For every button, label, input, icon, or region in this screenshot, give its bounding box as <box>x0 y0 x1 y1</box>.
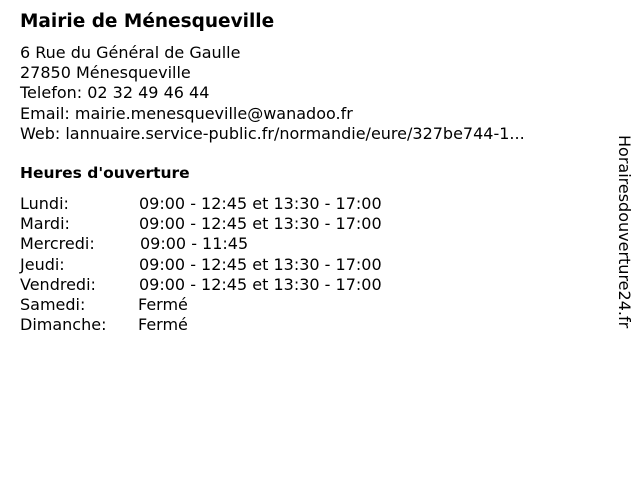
day-hours: Fermé <box>138 315 188 335</box>
day-hours: 09:00 - 12:45 et 13:30 - 17:00 <box>139 194 382 213</box>
day-label: Vendredi: <box>20 274 96 294</box>
day-hours: 09:00 - 12:45 et 13:30 - 17:00 <box>139 214 382 234</box>
street-address: 6 Rue du Général de Gaulle <box>20 43 241 62</box>
day-hours: 09:00 - 11:45 <box>140 234 249 254</box>
day-label: Jeudi: <box>20 254 65 274</box>
day-label: Samedi: <box>20 294 86 314</box>
page-title: Mairie de Ménesqueville <box>20 11 275 32</box>
day-label: Lundi: <box>20 194 69 213</box>
city-postcode: 27850 Ménesqueville <box>20 63 191 83</box>
day-label: Mardi: <box>20 214 70 234</box>
email-address: Email: mairie.menesqueville@wanadoo.fr <box>20 103 353 123</box>
day-hours: 09:00 - 12:45 et 13:30 - 17:00 <box>139 274 382 294</box>
day-label: Dimanche: <box>20 315 107 335</box>
day-label: Mercredi: <box>20 234 95 254</box>
opening-hours-heading: Heures d'ouverture <box>20 164 190 182</box>
phone-number: Telefon: 02 32 49 46 44 <box>20 83 210 103</box>
day-hours: Fermé <box>138 294 188 314</box>
site-watermark: Horairesdouverture24.fr <box>615 135 634 329</box>
day-hours: 09:00 - 12:45 et 13:30 - 17:00 <box>139 254 382 274</box>
website-url: Web: lannuaire.service-public.fr/normandie/eure/327be744-1... <box>20 123 525 143</box>
address-block <box>20 43 525 144</box>
